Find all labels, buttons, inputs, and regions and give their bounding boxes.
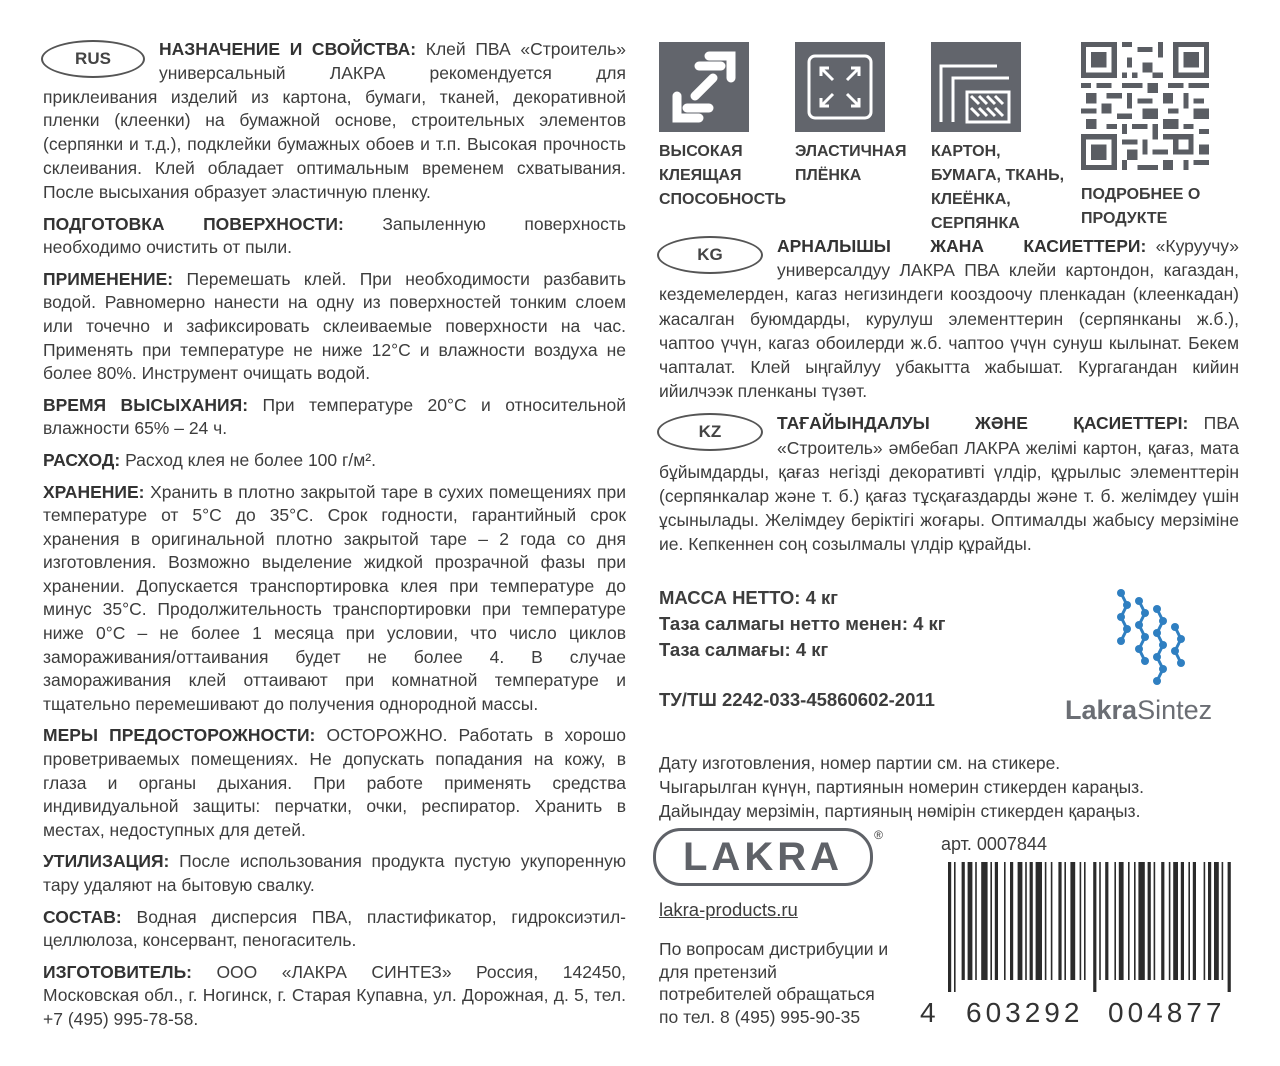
website-link[interactable]: lakra-products.ru xyxy=(659,899,798,920)
feature-label: ВЫСОКАЯ КЛЕЯЩАЯ СПОСОБНОСТЬ xyxy=(659,143,787,208)
barcode-bar xyxy=(1025,862,1027,980)
barcode-bar xyxy=(1208,862,1211,980)
barcode-bar xyxy=(1018,862,1023,980)
section-title: ВРЕМЯ ВЫСЫХАНИЯ: xyxy=(43,394,249,415)
mass-net-ru: МАССА НЕТТО: 4 кг xyxy=(659,586,838,608)
kg-language-badge: KG xyxy=(657,236,763,274)
qr-code-icon[interactable] xyxy=(1081,42,1209,170)
barcode-bar xyxy=(1010,862,1013,980)
barcode-bar xyxy=(1093,862,1096,992)
barcode-bar xyxy=(954,862,956,992)
materials-layers-icon xyxy=(931,42,1021,132)
barcode-bar xyxy=(1181,862,1184,980)
feature-elastic xyxy=(795,38,931,224)
rus-language-badge: RUS xyxy=(41,40,145,78)
feature-icons-row xyxy=(659,38,1239,232)
rus-section-purpose xyxy=(43,38,626,205)
barcode-bar xyxy=(1169,862,1171,980)
barcode-bar xyxy=(1138,862,1144,980)
section-title: ИЗГОТОВИТЕЛЬ: xyxy=(43,961,192,982)
barcode-bar xyxy=(1154,862,1156,980)
kz-language-badge: KZ xyxy=(657,413,763,451)
section-title: УТИЛИЗАЦИЯ: xyxy=(43,851,170,872)
barcode-bar xyxy=(968,862,973,980)
article-number: арт. 0007844 xyxy=(941,834,1047,854)
barcode-bar xyxy=(1161,862,1164,980)
barcode-bar xyxy=(1099,862,1101,980)
section-text: Расход клея не более 100 г/м². xyxy=(125,449,376,470)
wordmark-bold: Lakra xyxy=(1065,695,1138,726)
russian-text-column xyxy=(43,38,626,1040)
section-title: РАСХОД: xyxy=(43,449,121,470)
barcode-bar xyxy=(1045,862,1047,980)
stretch-arrows-icon xyxy=(795,42,885,132)
mass-block xyxy=(659,585,1239,751)
section-title: НАЗНАЧЕНИЕ И СВОЙСТВА: xyxy=(159,39,417,59)
rus-section-disposal xyxy=(43,850,626,897)
mass-net-kg: Таза салмагы нетто менен: 4 кг xyxy=(659,612,946,634)
date-notes xyxy=(659,751,1239,823)
date-note-kg: Чыгарылган күнүн, партиянын номерин стикерден караңыз. xyxy=(659,776,1145,797)
rus-section-manufacturer xyxy=(43,961,626,1032)
barcode-bar xyxy=(1114,862,1116,980)
date-note-kz: Дайындау мерзімін, партияның нөмірін стикерден қараңыз. xyxy=(659,800,1141,821)
molecule-chain-icon xyxy=(1065,587,1241,687)
rus-section-composition xyxy=(43,906,626,953)
barcode-bar xyxy=(1058,862,1061,980)
barcode-bar xyxy=(1080,862,1082,980)
feature-adhesion xyxy=(659,38,795,224)
barcode-bar xyxy=(1214,862,1219,980)
rus-section-application xyxy=(43,268,626,386)
barcode-bar xyxy=(1084,862,1086,980)
barcode-digit-first: 4 xyxy=(920,996,940,1028)
section-title: ПОДГОТОВКА ПОВЕРХНОСТИ: xyxy=(43,213,344,234)
section-text: Водная дисперсия ПВА, пластификатор, гидроксиэтил-целлюлоза, консервант, пеногаситель. xyxy=(43,906,626,951)
feature-materials xyxy=(931,38,1067,232)
lakra-logo-badge xyxy=(653,828,873,886)
section-text: Хранить в плотно закрытой таре в сухих помещениях при температуре от 5°С до 35°С. Срок годности, гарантийный срок хранения в оригинальной плотно закрытой таре – 2 года со дня изготовления. Возможно выделение жидкой прозрачной фазы при хранении. Допускается транспортировка клея при температуре до минус 35°С. Продолжительность транспортировки при температуре ниже 0°С – не более 1 месяца при условии, что число циклов замораживания/оттаивания будет не более 4. В случае замораживания клей оттаивают при комнатной температуре и тщательно перемешивают до получения однородной массы. xyxy=(43,481,626,714)
barcode-bar xyxy=(1173,862,1178,980)
barcode-digits-left: 603292 xyxy=(966,996,1084,1028)
section-text: ООО «ЛАКРА СИНТЕЗ» Россия, 142450, Московская обл., г. Ногинск, г. Старая Купавна, ул. Дорожная, д. 5, тел. +7 (495) 995-78-58. xyxy=(43,961,626,1029)
section-title: СОСТАВ: xyxy=(43,906,122,927)
section-text: ОСТОРОЖНО. Работать в хорошо проветриваемых помещениях. Не допускать попадания на кожу, в глаза и органы дыхания. При работе применять средства индивидуальной защиты: перчатки, очки, респиратор. Хранить в местах, недоступных для детей. xyxy=(43,725,626,840)
section-text: Клей ПВА «Строитель» универсальный ЛАКРА рекомендуется для приклеивания изделий из картона, бумаги, тканей, декоративной пленки (клеенки) на бумажной основе, строительных элементов (серпянки и т.д.), подклейки бумажных обоев и т.п. Высокая прочность склеивания. Клей обладает оптимальным временем схватывания. После высыхания образует эластичную пленку. xyxy=(43,39,626,202)
barcode-bar xyxy=(1222,862,1224,980)
ean-barcode xyxy=(920,862,1250,1032)
section-title: ТАҒАЙЫНДАЛУЫ ЖӘНЕ ҚАСИЕТТЕРІ: xyxy=(777,413,1189,434)
section-title: МЕРЫ ПРЕДОСТОРОЖНОСТИ: xyxy=(43,725,316,746)
section-title: ХРАНЕНИЕ: xyxy=(43,481,145,502)
rus-section-surface xyxy=(43,213,626,260)
section-text: При температуре 20°С и относительной влажности 65% – 24 ч. xyxy=(43,394,626,439)
feature-label: КАРТОН, БУМАГА, ТКАНЬ, КЛЕЁНКА, СЕРПЯНКА xyxy=(931,143,1065,232)
tech-spec-number: ТУ/ТШ 2242-033-45860602-2011 xyxy=(659,688,935,710)
barcode-bar xyxy=(975,862,977,980)
barcode-digits xyxy=(920,996,1250,1033)
barcode-bar xyxy=(1105,862,1108,980)
barcode-digits-right: 004877 xyxy=(1108,996,1226,1028)
barcode-bar xyxy=(1134,862,1136,980)
section-text: ПВА «Строитель» әмбебап ЛАКРА желімі картон, қағаз, мата бұйымдарды, қағаз негізді декоративті үлдір, құрылыс элементтерін (серпянкалар және т. б.) қағаз тұсқағаздарды және т. б. желімдеу үшін ұсынылады. Желімдеу беріктігі жоғары. Оптималды жабысу мерзіміне ие. Кепкеннен соң созылмалы үлдір құрайды. xyxy=(659,413,1239,555)
barcode-bar xyxy=(1204,862,1206,980)
chain-link-icon xyxy=(659,42,749,132)
section-title: ПРИМЕНЕНИЕ: xyxy=(43,268,174,289)
lakra-sintez-logo xyxy=(1065,587,1241,727)
feature-label: ЭЛАСТИЧНАЯ ПЛЁНКА xyxy=(795,143,907,184)
barcode-bar xyxy=(981,862,987,980)
rus-section-precautions xyxy=(43,724,626,842)
lakra-logo xyxy=(653,828,883,890)
registered-mark: ® xyxy=(874,828,883,842)
rus-section-storage xyxy=(43,481,626,717)
section-text: После использования продукта пустую укупоренную тару удаляют на бытовую свалку. xyxy=(43,851,626,896)
barcode-bar xyxy=(1228,862,1231,992)
barcode-bar xyxy=(1030,862,1033,980)
lakra-sintez-wordmark xyxy=(1065,695,1241,726)
barcode-bar xyxy=(1193,862,1196,980)
section-text: Перемешать клей. При необходимости разбавить водой. Равномерно нанести на одну из поверхностей тонким слоем или точечно и зафиксировать склеиваемые поверхности на час. Применять при температуре не ниже 12°С и влажности воздуха не более 80%. Инструмент очищать водой. xyxy=(43,268,626,384)
lakra-logo-text: LAKRA xyxy=(683,835,843,879)
rus-section-drying xyxy=(43,394,626,441)
barcode-bar xyxy=(1064,862,1066,980)
barcode-bar xyxy=(1119,862,1124,980)
barcode-bar xyxy=(1051,862,1053,980)
rus-section-consumption xyxy=(43,449,626,473)
kg-section xyxy=(659,234,1239,403)
kz-section xyxy=(659,411,1239,556)
barcode-bar xyxy=(1188,862,1190,980)
contact-info: По вопросам дистрибуции и для претензий потребителей обращаться по тел. 8 (495) 995-90-35 xyxy=(659,939,889,1027)
barcode-bar xyxy=(1036,862,1042,980)
mass-net-kz: Таза салмағы: 4 кг xyxy=(659,638,829,660)
qr-caption: ПОДРОБНЕЕ О ПРОДУКТЕ xyxy=(1081,185,1201,227)
barcode-bar xyxy=(1004,862,1006,980)
barcode-bar xyxy=(990,862,992,980)
qr-block[interactable] xyxy=(1067,38,1221,227)
barcode-bar xyxy=(1070,862,1075,980)
section-text: «Куруучу» универсалдуу ЛАКРА ПВА клейи картондон, кагаздан, кездемелерден, кагаз негизиндеги кооздоочу пленкадан (клеенкадан) жасалган буюмдарды, курулуш элементтерин (серпянканы ж.б.), чаптоо үчүн, кагаз обоилерди ж.б. чаптоо үчүн сунуш кылынат. Бекем чапталат. Клей ыңгайлуу убакытта жабышат. Кургагандан кийин ийилчээк пленканы түзөт. xyxy=(659,236,1239,402)
barcode-bar xyxy=(995,862,998,980)
barcode-bar xyxy=(1148,862,1151,980)
barcode-bars xyxy=(920,862,1242,992)
barcode-bar xyxy=(1128,862,1130,980)
barcode-bar xyxy=(948,862,951,992)
wordmark-light: Sintez xyxy=(1137,695,1213,726)
barcode-bar xyxy=(962,862,965,980)
section-title: АРНАЛЫШЫ ЖАНА КАСИЕТТЕРИ: xyxy=(777,236,1147,256)
section-text: Запыленную поверхность необходимо очистить от пыли. xyxy=(43,213,626,258)
date-note-ru: Дату изготовления, номер партии см. на стикере. xyxy=(659,752,1061,773)
